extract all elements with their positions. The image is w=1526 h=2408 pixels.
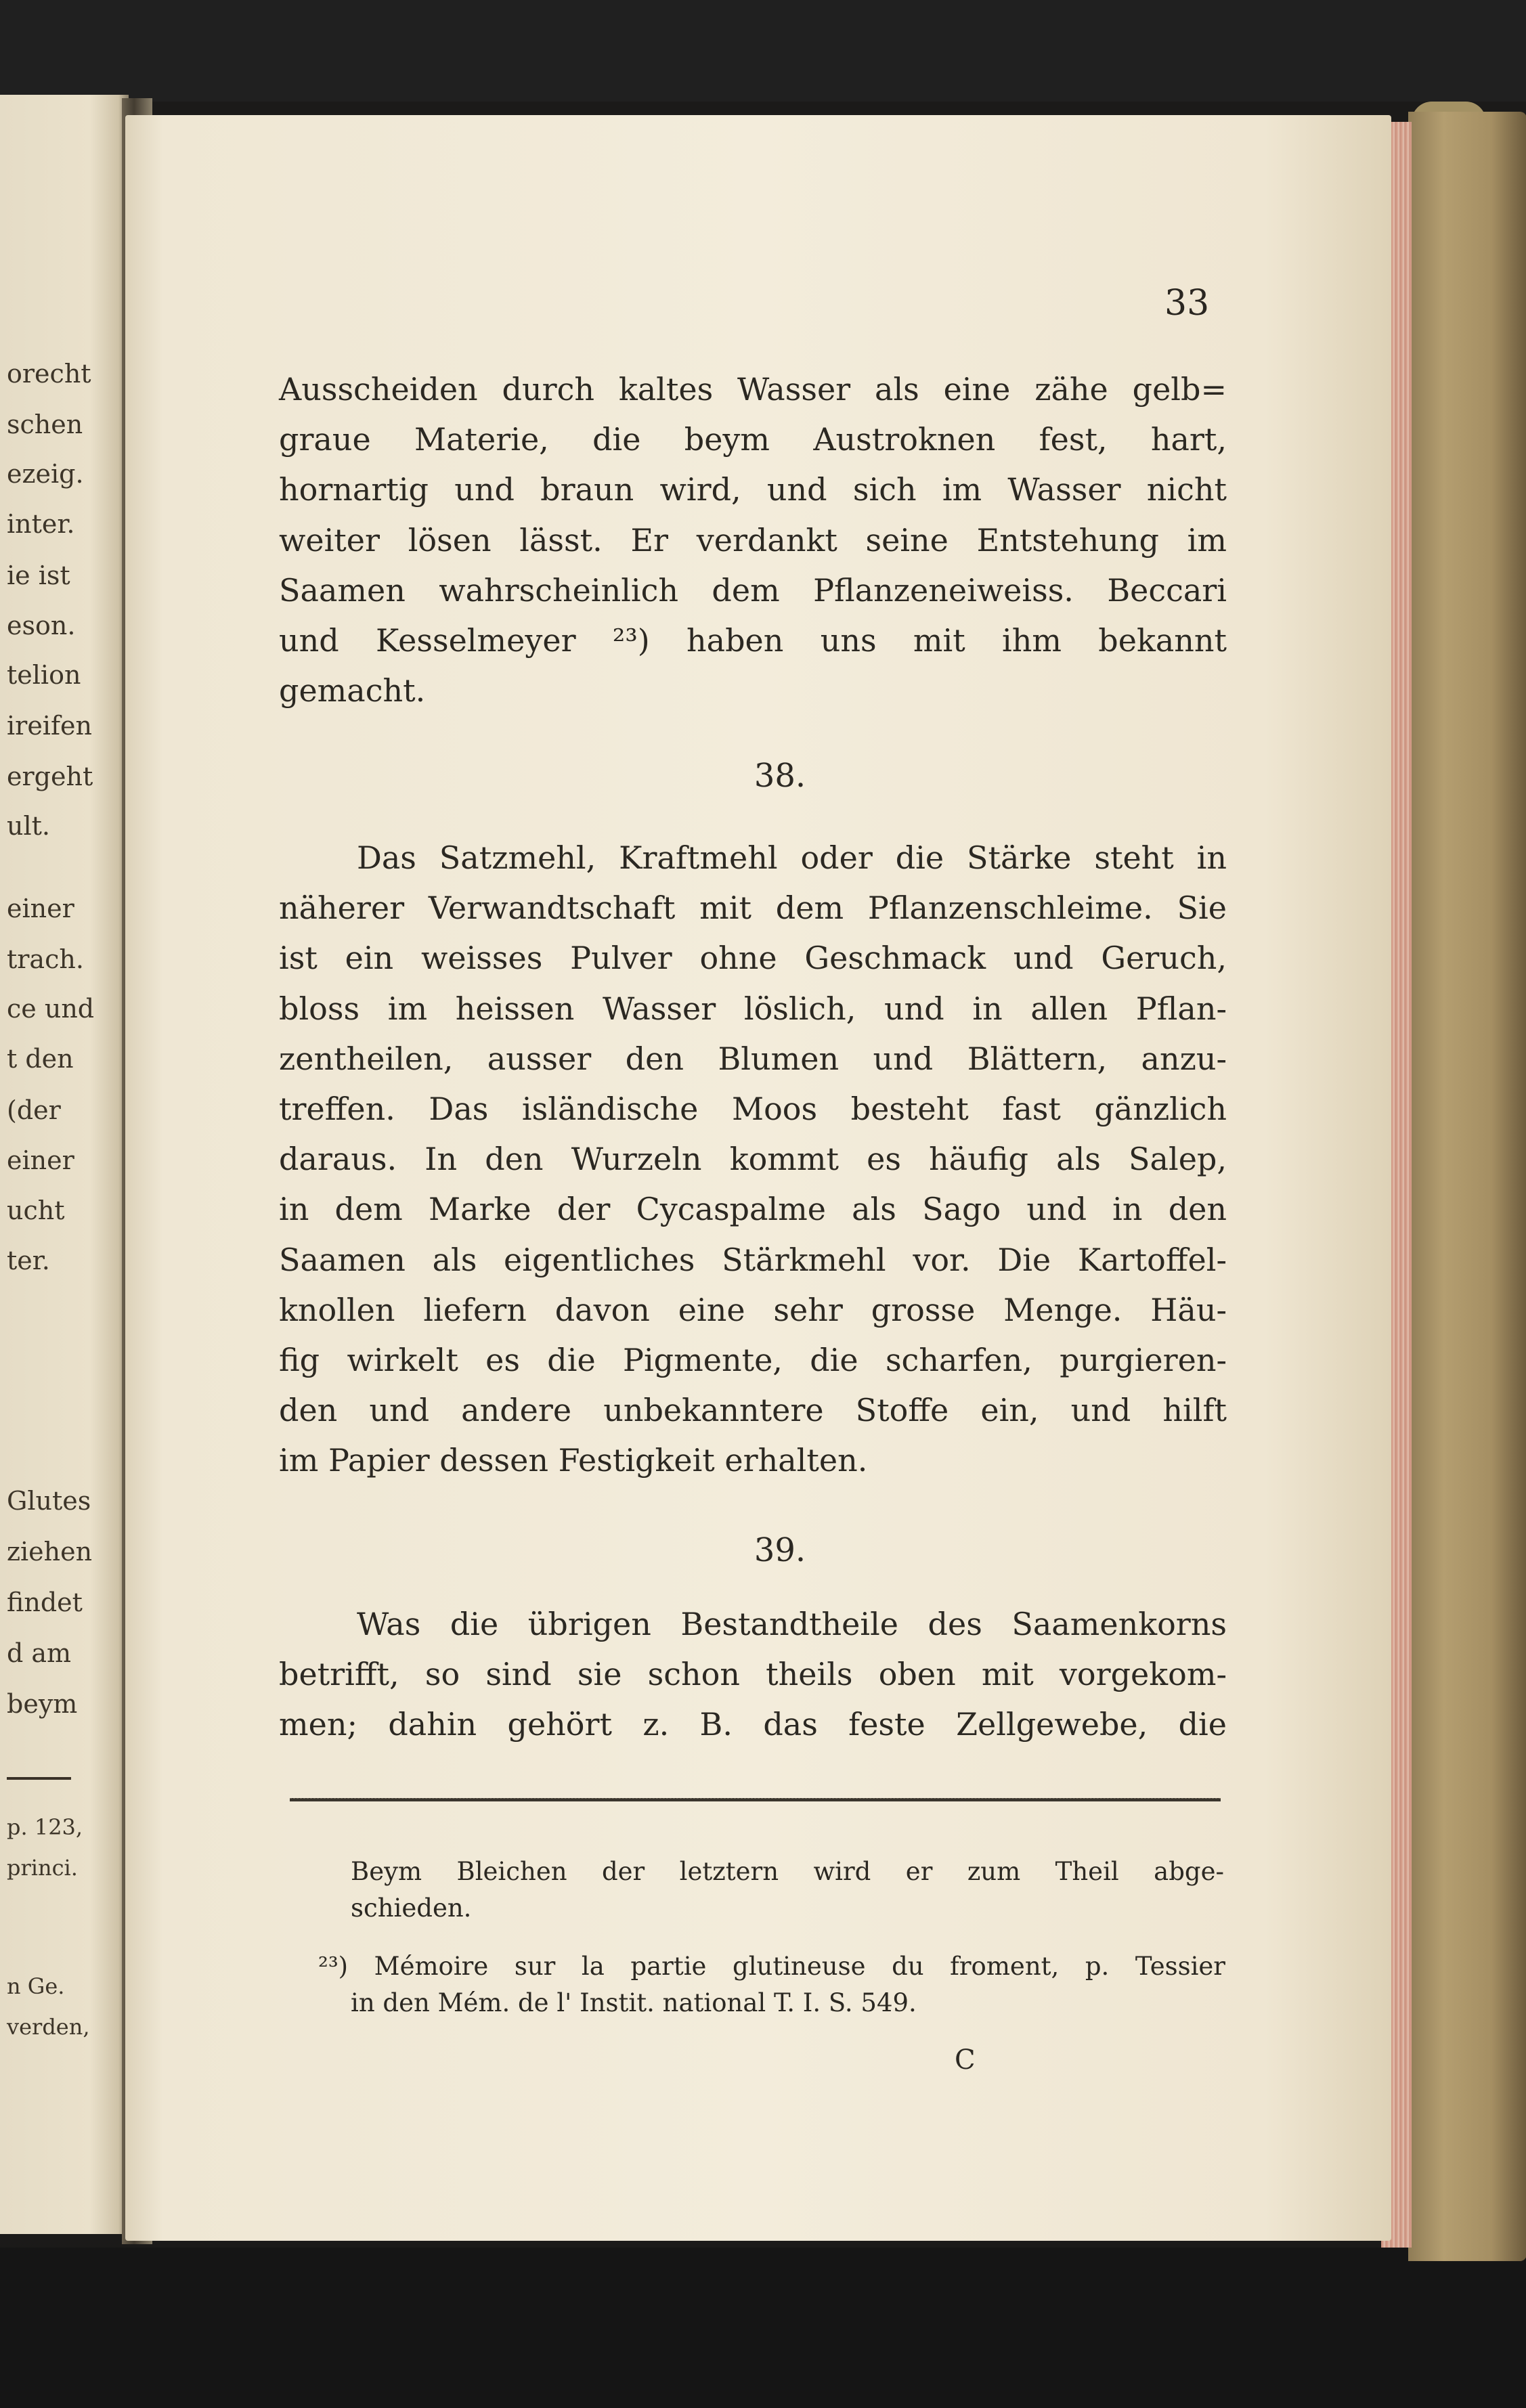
footnote-line: ²³) Mémoire sur la partie glutineuse du froment, p. Tessier: [318, 1952, 1225, 1981]
book-cover: [1408, 112, 1526, 2261]
left-fragment: beym: [7, 1689, 78, 1719]
left-fragment: Glutes: [7, 1486, 91, 1516]
left-fragment: inter.: [7, 509, 75, 539]
section-heading-39: 39.: [754, 1531, 806, 1569]
text-line: treffen. Das isländische Moos besteht fast gänzlich: [279, 1091, 1227, 1128]
signature-mark: C: [955, 2044, 976, 2076]
footnote-line: Beym Bleichen der letztern wird er zum Theil abge-: [351, 1857, 1224, 1886]
footnote-2: [318, 1948, 1225, 2021]
text-line: weiter lösen lässt. Er verdankt seine Entstehung im: [279, 521, 1227, 559]
left-fragment: einer: [7, 894, 74, 923]
background-bottom: [0, 2248, 1526, 2408]
footnote-1: [351, 1854, 1224, 1927]
left-fragment: n Ge.: [7, 1973, 65, 1999]
left-fragment: (der: [7, 1095, 61, 1125]
left-fragment: ergeht: [7, 762, 93, 791]
left-fragment: trach.: [7, 944, 84, 974]
paragraph-2: [279, 833, 1227, 1486]
text-line: hornartig und braun wird, und sich im Wasser nicht: [279, 471, 1227, 508]
left-fragment: ult.: [7, 811, 50, 841]
left-fragment: ter.: [7, 1246, 50, 1275]
paragraph-1: [279, 364, 1227, 716]
left-fragment: einer: [7, 1145, 74, 1175]
text-line: men; dahin gehört z. B. das feste Zellgewebe, die: [279, 1706, 1227, 1743]
text-line: ist ein weisses Pulver ohne Geschmack und Geruch,: [279, 940, 1227, 977]
text-line: daraus. In den Wurzeln kommt es häufig als Salep,: [279, 1141, 1227, 1178]
left-fragment: princi.: [7, 1855, 78, 1881]
left-fragment: ucht: [7, 1196, 65, 1225]
footnote-line: in den Mém. de l' Instit. national T. I. S. 549.: [351, 1988, 917, 2017]
left-fragment: ezeig.: [7, 459, 84, 489]
text-line: in dem Marke der Cycaspalme als Sago und in den: [279, 1191, 1227, 1228]
text-line: Saamen wahrscheinlich dem Pflanzeneiweiss. Beccari: [279, 571, 1227, 609]
text-line: Ausscheiden durch kaltes Wasser als eine zähe gelb=: [279, 371, 1227, 408]
left-page-fragment: [0, 95, 129, 2234]
left-fragment: t den: [7, 1044, 74, 1074]
left-fragment: findet: [7, 1588, 83, 1617]
text-line: Saamen als eigentliches Stärkmehl vor. Die Kartoffel-: [279, 1241, 1227, 1278]
text-line: zentheilen, ausser den Blumen und Blättern, anzu-: [279, 1040, 1227, 1077]
left-fragment: p. 123,: [7, 1814, 83, 1840]
page-number: 33: [1164, 283, 1210, 324]
left-fragment: telion: [7, 660, 81, 690]
left-fragment: schen: [7, 410, 83, 439]
left-fragment: eson.: [7, 611, 76, 640]
text-line: bloss im heissen Wasser löslich, und in allen Pflan-: [279, 990, 1227, 1027]
footnote-rule: [290, 1798, 1221, 1801]
left-fragment: orecht: [7, 359, 91, 389]
footnote-line: schieden.: [351, 1893, 472, 1923]
left-fragment: ie ist: [7, 561, 70, 590]
background-top: [0, 0, 1526, 102]
left-fragment: verden,: [7, 2014, 90, 2040]
left-fragment: ireifen: [7, 711, 92, 741]
text-line: im Papier dessen Festigkeit erhalten.: [279, 1442, 868, 1479]
left-fragment: ce und: [7, 994, 95, 1024]
left-footnote-rule: [7, 1777, 71, 1780]
section-heading-38: 38.: [754, 757, 806, 795]
left-fragment: d am: [7, 1638, 72, 1668]
left-fragment: ziehen: [7, 1537, 93, 1567]
text-line: näherer Verwandtschaft mit dem Pflanzenschleime. Sie: [279, 890, 1227, 927]
text-line: graue Materie, die beym Austroknen fest, hart,: [279, 421, 1227, 458]
text-line: knollen liefern davon eine sehr grosse Menge. Häu-: [279, 1291, 1227, 1328]
text-line: den und andere unbekanntere Stoffe ein, und hilft: [279, 1392, 1227, 1429]
text-line: und Kesselmeyer ²³) haben uns mit ihm bekannt: [279, 622, 1227, 659]
text-line: Das Satzmehl, Kraftmehl oder die Stärke steht in: [357, 839, 1227, 876]
text-line: fig wirkelt es die Pigmente, die scharfen, purgieren-: [279, 1342, 1227, 1379]
text-line: betrifft, so sind sie schon theils oben mit vorgekom-: [279, 1656, 1227, 1693]
text-line: Was die übrigen Bestandtheile des Saamenkorns: [357, 1606, 1227, 1642]
paragraph-3: [279, 1599, 1227, 1750]
text-line: gemacht.: [279, 672, 426, 709]
